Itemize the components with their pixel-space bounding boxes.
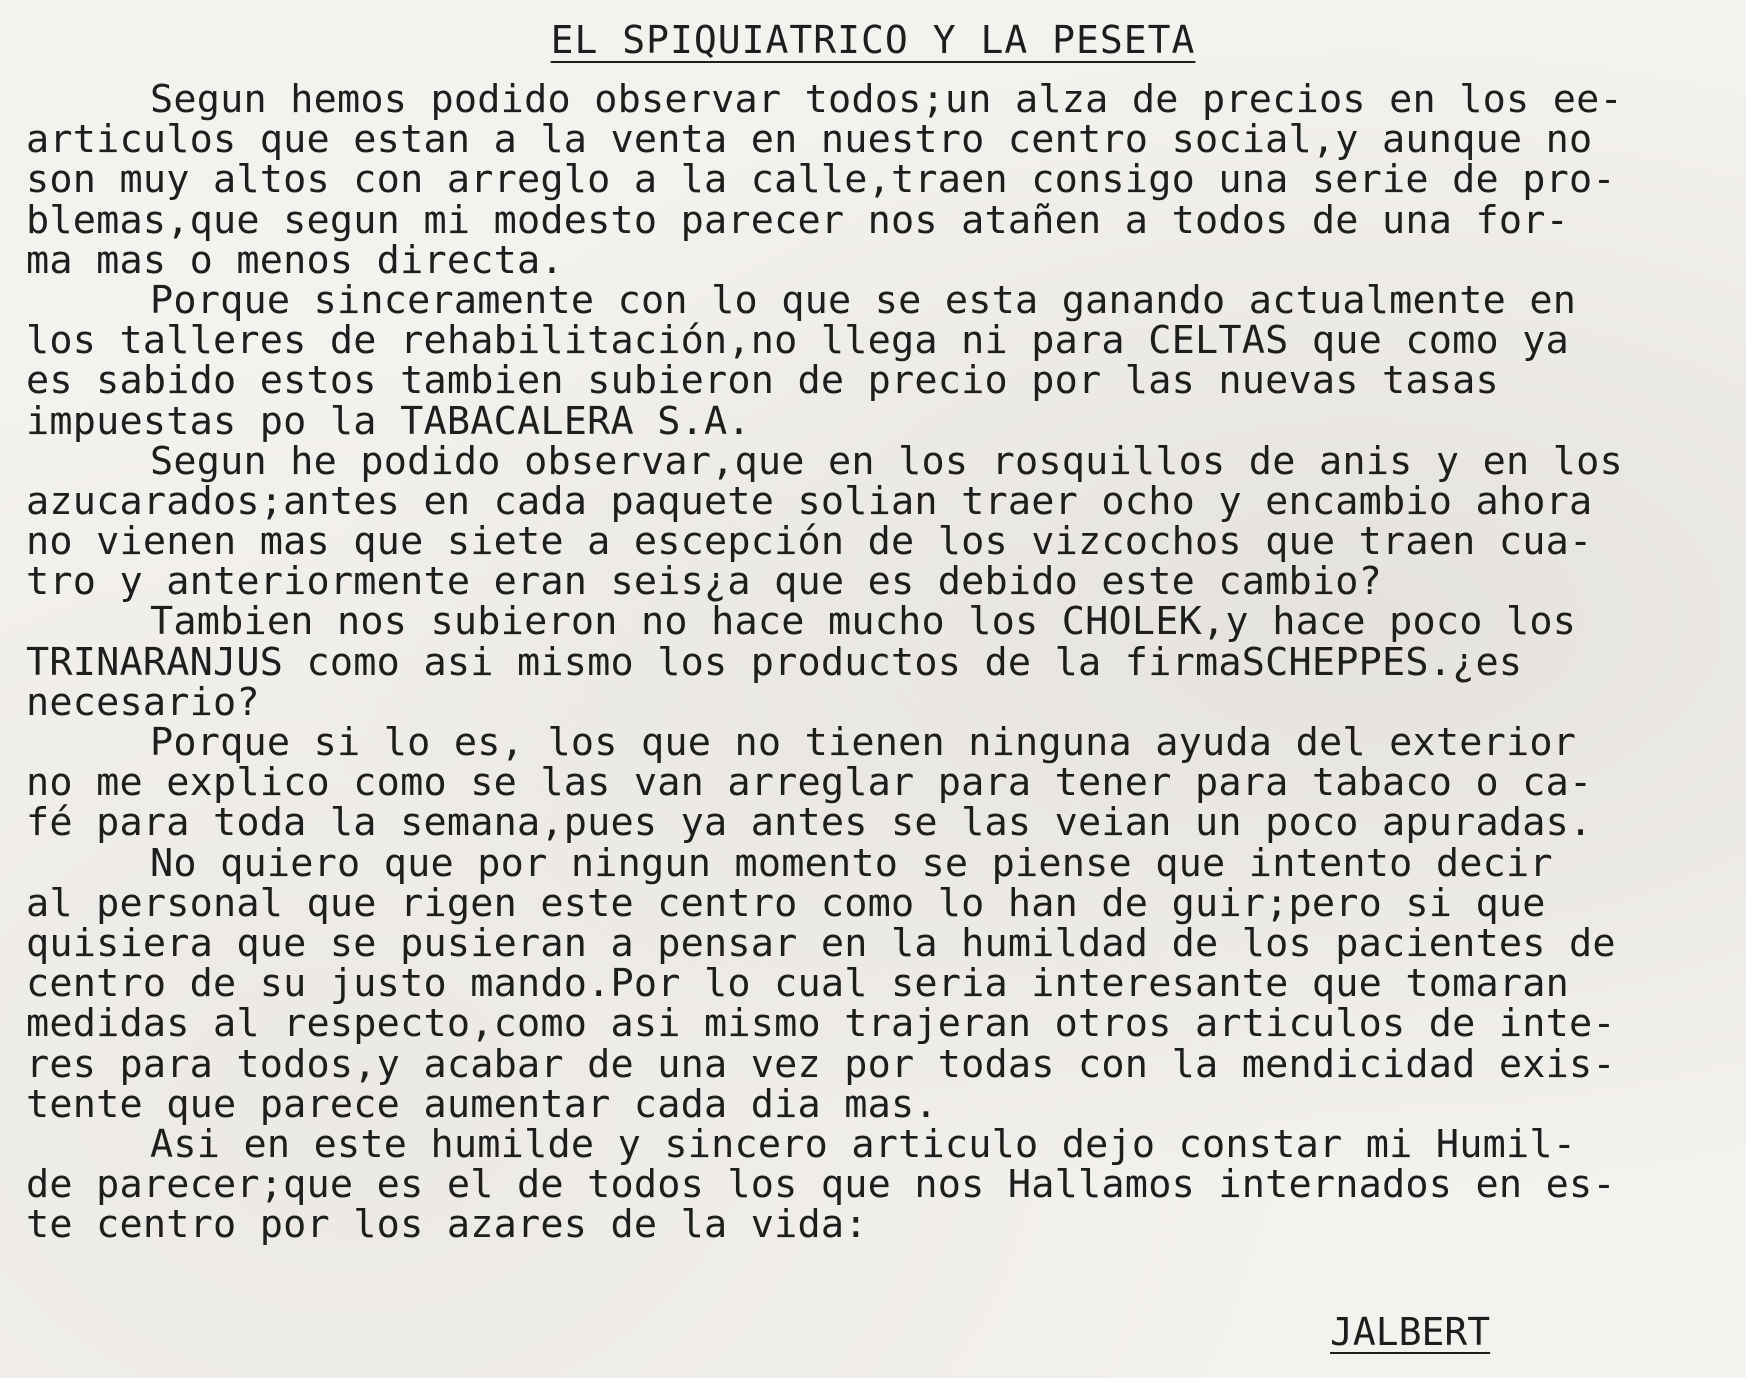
text-line: Segun hemos podido observar todos;un alza de precios en los ee- (150, 77, 1623, 122)
text-line: necesario? (26, 679, 260, 725)
text-line: medidas al respecto,como asi mismo trajeran otros articulos de inte- (26, 1001, 1616, 1047)
text-line: de parecer;que es el de todos los que nos Hallamos internados en es- (26, 1162, 1616, 1208)
text-line: impuestas po la TABACALERA S.A. (26, 398, 751, 444)
text-line: Porque si lo es, los que no tienen ninguna ayuda del exterior (150, 720, 1577, 765)
text-line: tente que parece aumentar cada dia mas. (26, 1081, 938, 1127)
text-line: ma mas o menos directa. (26, 237, 564, 283)
text-line: son muy altos con arreglo a la calle,traen consigo una serie de pro- (26, 157, 1616, 203)
text-line: es sabido estos tambien subieron de precio por las nuevas tasas (26, 358, 1499, 404)
text-line: al personal que rigen este centro como lo han de guir;pero si que (26, 880, 1546, 926)
text-line: los talleres de rehabilitación,no llega ni para CELTAS que como ya (26, 318, 1570, 364)
text-line: Asi en este humilde y sincero articulo dejo constar mi Humil- (150, 1121, 1577, 1167)
article-body (26, 77, 1726, 1248)
text-line: blemas,que segun mi modesto parecer nos atañen a todos de una for- (26, 197, 1570, 243)
text-line: quisiera que se pusieran a pensar en la humildad de los pacientes de (26, 920, 1616, 966)
article-title: EL SPIQUIATRICO Y LA PESETA (550, 18, 1196, 62)
text-line: azucarados;antes en cada paquete solian traer ocho y encambio ahora (26, 478, 1593, 524)
text-line: res para todos,y acabar de una vez por todas con la mendicidad exis- (26, 1041, 1616, 1087)
text-line: fé para toda la semana,pues ya antes se las veian un poco apuradas. (26, 800, 1593, 846)
author-signature: JALBERT (1330, 1310, 1491, 1354)
text-line: Porque sinceramente con lo que se esta ganando actualmente en (150, 277, 1577, 323)
text-line: centro de su justo mando.Por lo cual seria interesante que tomaran (26, 961, 1570, 1007)
text-line: Segun he podido observar,que en los rosquillos de anis y en los (150, 438, 1623, 484)
text-line: tro y anteriormente eran seis¿a que es debido este cambio? (26, 559, 1382, 605)
text-line: te centro por los azares de la vida: (26, 1202, 868, 1248)
text-line: TRINARANJUS como asi mismo los productos de la firmaSCHEPPES.¿es (26, 639, 1523, 685)
text-line: no me explico como se las van arreglar para tener para tabaco o ca- (26, 760, 1593, 806)
text-line: articulos que estan a la venta en nuestro centro social,y aunque no (26, 117, 1593, 163)
text-line: Tambien nos subieron no hace mucho los CHOLEK,y hace poco los (150, 599, 1577, 645)
text-line: No quiero que por ningun momento se piense que intento decir (150, 840, 1553, 886)
text-line: no vienen mas que siete a escepción de los vizcochos que traen cua- (26, 519, 1593, 565)
